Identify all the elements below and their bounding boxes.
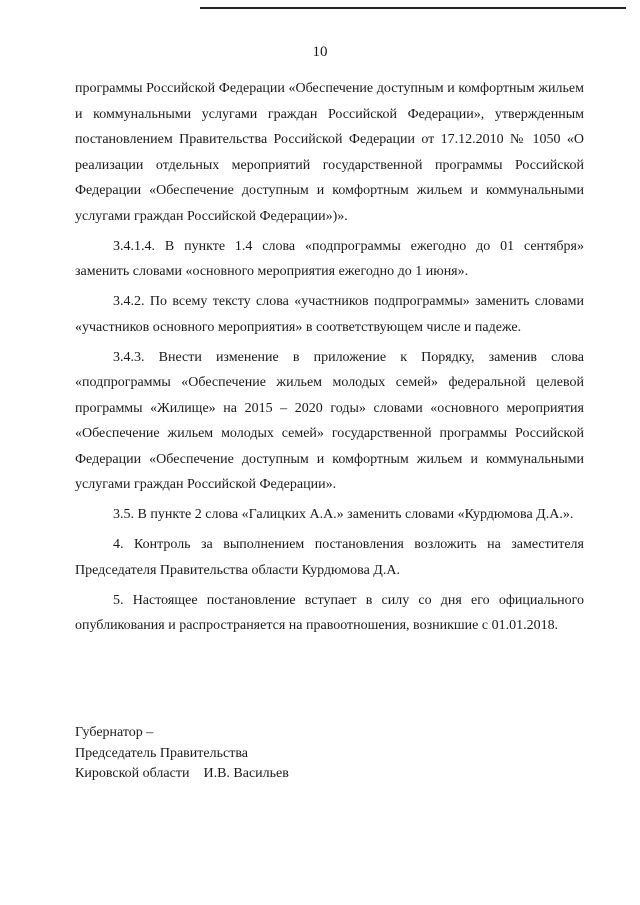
top-rule (200, 7, 626, 9)
paragraph-3-4-2: 3.4.2. По всему тексту слова «участников подпрограммы» заменить словами «участников основного мероприятия» в соответствующем числе и падеже. (75, 294, 584, 335)
document-body (75, 76, 584, 643)
paragraph-3-4-3: 3.4.3. Внести изменение в приложение к Порядку, заменив слова «подпрограммы «Обеспечение жильем молодых семей» федеральной целевой программы «Жилище» на 2015 – 2020 годы» словами «основного мероприятия «Обеспечение жильем молодых семей» государственной программы Российской Федерации «Обеспечение доступным и комфортным жильем и коммунальными услугами граждан Российской Федерации». (75, 349, 584, 492)
page-number: 10 (312, 44, 328, 60)
signature-block (75, 723, 375, 785)
signature-title-governor: Губернатор – (75, 725, 154, 740)
paragraph-continuation: программы Российской Федерации «Обеспечение доступным и комфортным жильем и коммунальными услугами граждан Российской Федерации», утвержденным постановлением Правительства Российской Федерации от 17.12.2010 № 1050 «О реализации отдельных мероприятий государственной программы Российской Федерации «Обеспечение доступным и комфортным жильем и коммунальными услугами граждан Российской Федерации»)». (75, 81, 584, 224)
paragraph-3-4-1-4: 3.4.1.4. В пункте 1.4 слова «подпрограммы ежегодно до 01 сентября» заменить словами «основного мероприятия ежегодно до 1 июня». (75, 238, 584, 279)
signature-title-chairman: Председатель Правительства (75, 745, 248, 761)
paragraph-4: 4. Контроль за выполнением постановления возложить на заместителя Председателя Правительства области Курдюмова Д.А. (75, 537, 584, 578)
paragraph-5: 5. Настоящее постановление вступает в силу со дня его официального опубликования и распространяется на правоотношения, возникшие с 01.01.2018. (75, 592, 584, 633)
signature-region-name: Кировской области И.В. Васильев (75, 766, 289, 781)
paragraph-3-5: 3.5. В пункте 2 слова «Галицких А.А.» заменить словами «Курдюмова Д.А.». (113, 507, 574, 522)
